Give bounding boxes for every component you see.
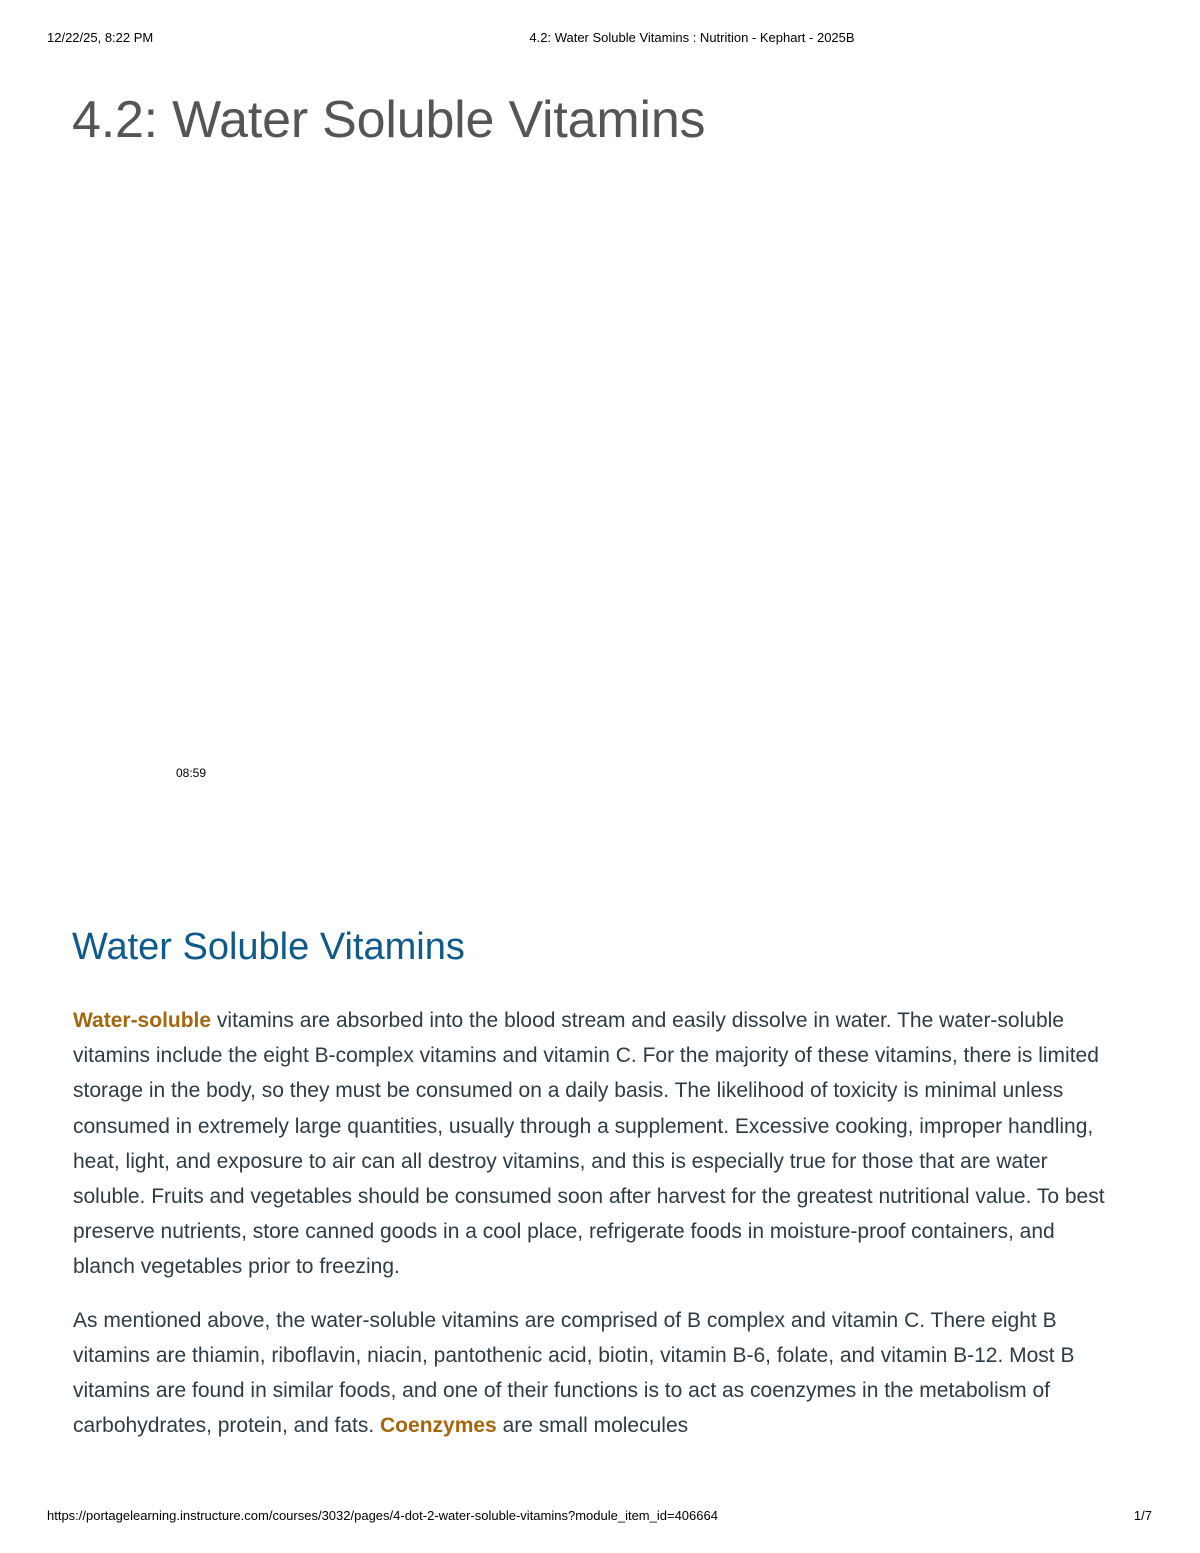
page-title: 4.2: Water Soluble Vitamins	[72, 91, 706, 149]
paragraph	[73, 1303, 1118, 1444]
content-body	[73, 1003, 1118, 1461]
print-url: https://portagelearning.instructure.com/courses/3032/pages/4-dot-2-water-soluble-vitamins?module_item_id=406664	[47, 1508, 718, 1523]
print-header	[0, 30, 1200, 50]
glossary-term-coenzymes: Coenzymes	[380, 1414, 497, 1438]
paragraph-text: are small molecules	[496, 1414, 689, 1438]
page-number: 1/7	[1133, 1508, 1152, 1523]
video-player[interactable]	[72, 180, 1132, 880]
section-heading: Water Soluble Vitamins	[72, 926, 465, 968]
video-duration: 08:59	[176, 766, 207, 780]
paragraph-text: As mentioned above, the water-soluble vitamins are comprised of B complex and vitamin C. There eight B vitamins are thiamin, riboflavin, niacin, pantothenic acid, biotin, vitamin B-6, folate, and vitamin B-12. Most B vitamins are found in similar foods, and one of their functions is to act as coenzymes in the metabolism of carbohydrates, protein, and fats.	[73, 1308, 1075, 1438]
glossary-term-water-soluble: Water-soluble	[73, 1009, 212, 1032]
paragraph	[73, 1003, 1118, 1285]
paragraph-text: vitamins are absorbed into the blood stream and easily dissolve in water. The water-soluble vitamins include the eight B-complex vitamins and vitamin C. For the majority of these vitamins, there is limited storage in the body, so they must be consumed on a daily basis. The likelihood of toxicity is minimal unless consumed in extremely large quantities, usually through a supplement. Excessive cooking, improper handling, heat, light, and exposure to air can all destroy vitamins, and this is especially true for those that are water soluble. Fruits and vegetables should be consumed soon after harvest for the greatest nutritional value. To best preserve nutrients, store canned goods in a cool place, refrigerate foods in moisture-proof containers, and blanch vegetables prior to freezing.	[73, 1009, 1105, 1279]
print-document-title: 4.2: Water Soluble Vitamins : Nutrition - Kephart - 2025B	[529, 30, 855, 45]
print-date: 12/22/25, 8:22 PM	[47, 30, 154, 45]
